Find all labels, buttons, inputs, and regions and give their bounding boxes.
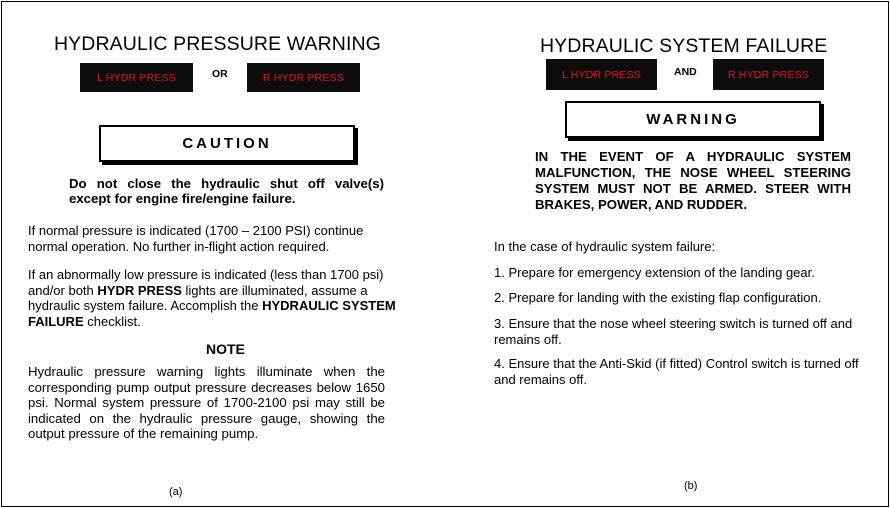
caution-text: Do not close the hydraulic shut off valve(s) except for engine fire/engine failure.: [69, 176, 384, 206]
low-pressure-paragraph: [28, 267, 404, 329]
annunciator-l-hydr-press: L HYDR PRESS: [546, 59, 657, 90]
failure-intro: In the case of hydraulic system failure:: [494, 239, 716, 254]
step-1: 1. Prepare for emergency extension of the landing gear.: [494, 265, 815, 280]
checklist-ref-link: HYDRAULIC SYSTEM FAILURE: [28, 298, 396, 329]
joiner-and: AND: [674, 66, 697, 78]
step-3: 3. Ensure that the nose wheel steering switch is turned off and remains off.: [494, 316, 853, 347]
normal-pressure-paragraph: If normal pressure is indicated (1700 – 2100 PSI) continue normal operation. No further in-flight action required.: [28, 223, 364, 254]
note-text: Hydraulic pressure warning lights illuminate when the corresponding pump output pressure decreases below 1650 psi. Normal system pressure of 1700-2100 psi may still be indicated on the hydraulic pressure gauge, showing the output pressure of the remaining pump.: [28, 364, 385, 441]
note-heading: NOTE: [206, 341, 245, 357]
caution-header: CAUTION: [99, 125, 355, 162]
low-pressure-text-1: If an abnormally low pressure is indicated (less than 1700 psi) and/or both: [28, 267, 384, 298]
caption-b: (b): [684, 480, 698, 492]
warning-text: IN THE EVENT OF A HYDRAULIC SYSTEM MALFUNCTION, THE NOSE WHEEL STEERING SYSTEM MUST NOT BE ARMED. STEER WITH BRAKES, POWER, AND RUDDER.: [535, 149, 851, 212]
panel-b-title: HYDRAULIC SYSTEM FAILURE: [540, 35, 828, 57]
caption-a: (a): [169, 486, 183, 498]
joiner-or: OR: [212, 68, 228, 80]
panel-a-title: HYDRAULIC PRESSURE WARNING: [54, 33, 381, 55]
low-pressure-text-3: checklist.: [83, 313, 141, 329]
step-2: 2. Prepare for landing with the existing flap configuration.: [494, 290, 822, 305]
annunciator-r-hydr-press: R HYDR PRESS: [713, 59, 824, 90]
warning-header: WARNING: [565, 101, 821, 138]
step-4: 4. Ensure that the Anti-Skid (if fitted) Control switch is turned off and remains off.: [494, 356, 859, 387]
hydr-press-bold: HYDR PRESS: [97, 282, 182, 298]
annunciator-l-hydr-press: L HYDR PRESS: [80, 63, 193, 92]
annunciator-r-hydr-press: R HYDR PRESS: [247, 63, 360, 92]
low-pressure-text-2: lights are illuminated, assume a hydraulic system failure. Accomplish the: [28, 282, 368, 313]
